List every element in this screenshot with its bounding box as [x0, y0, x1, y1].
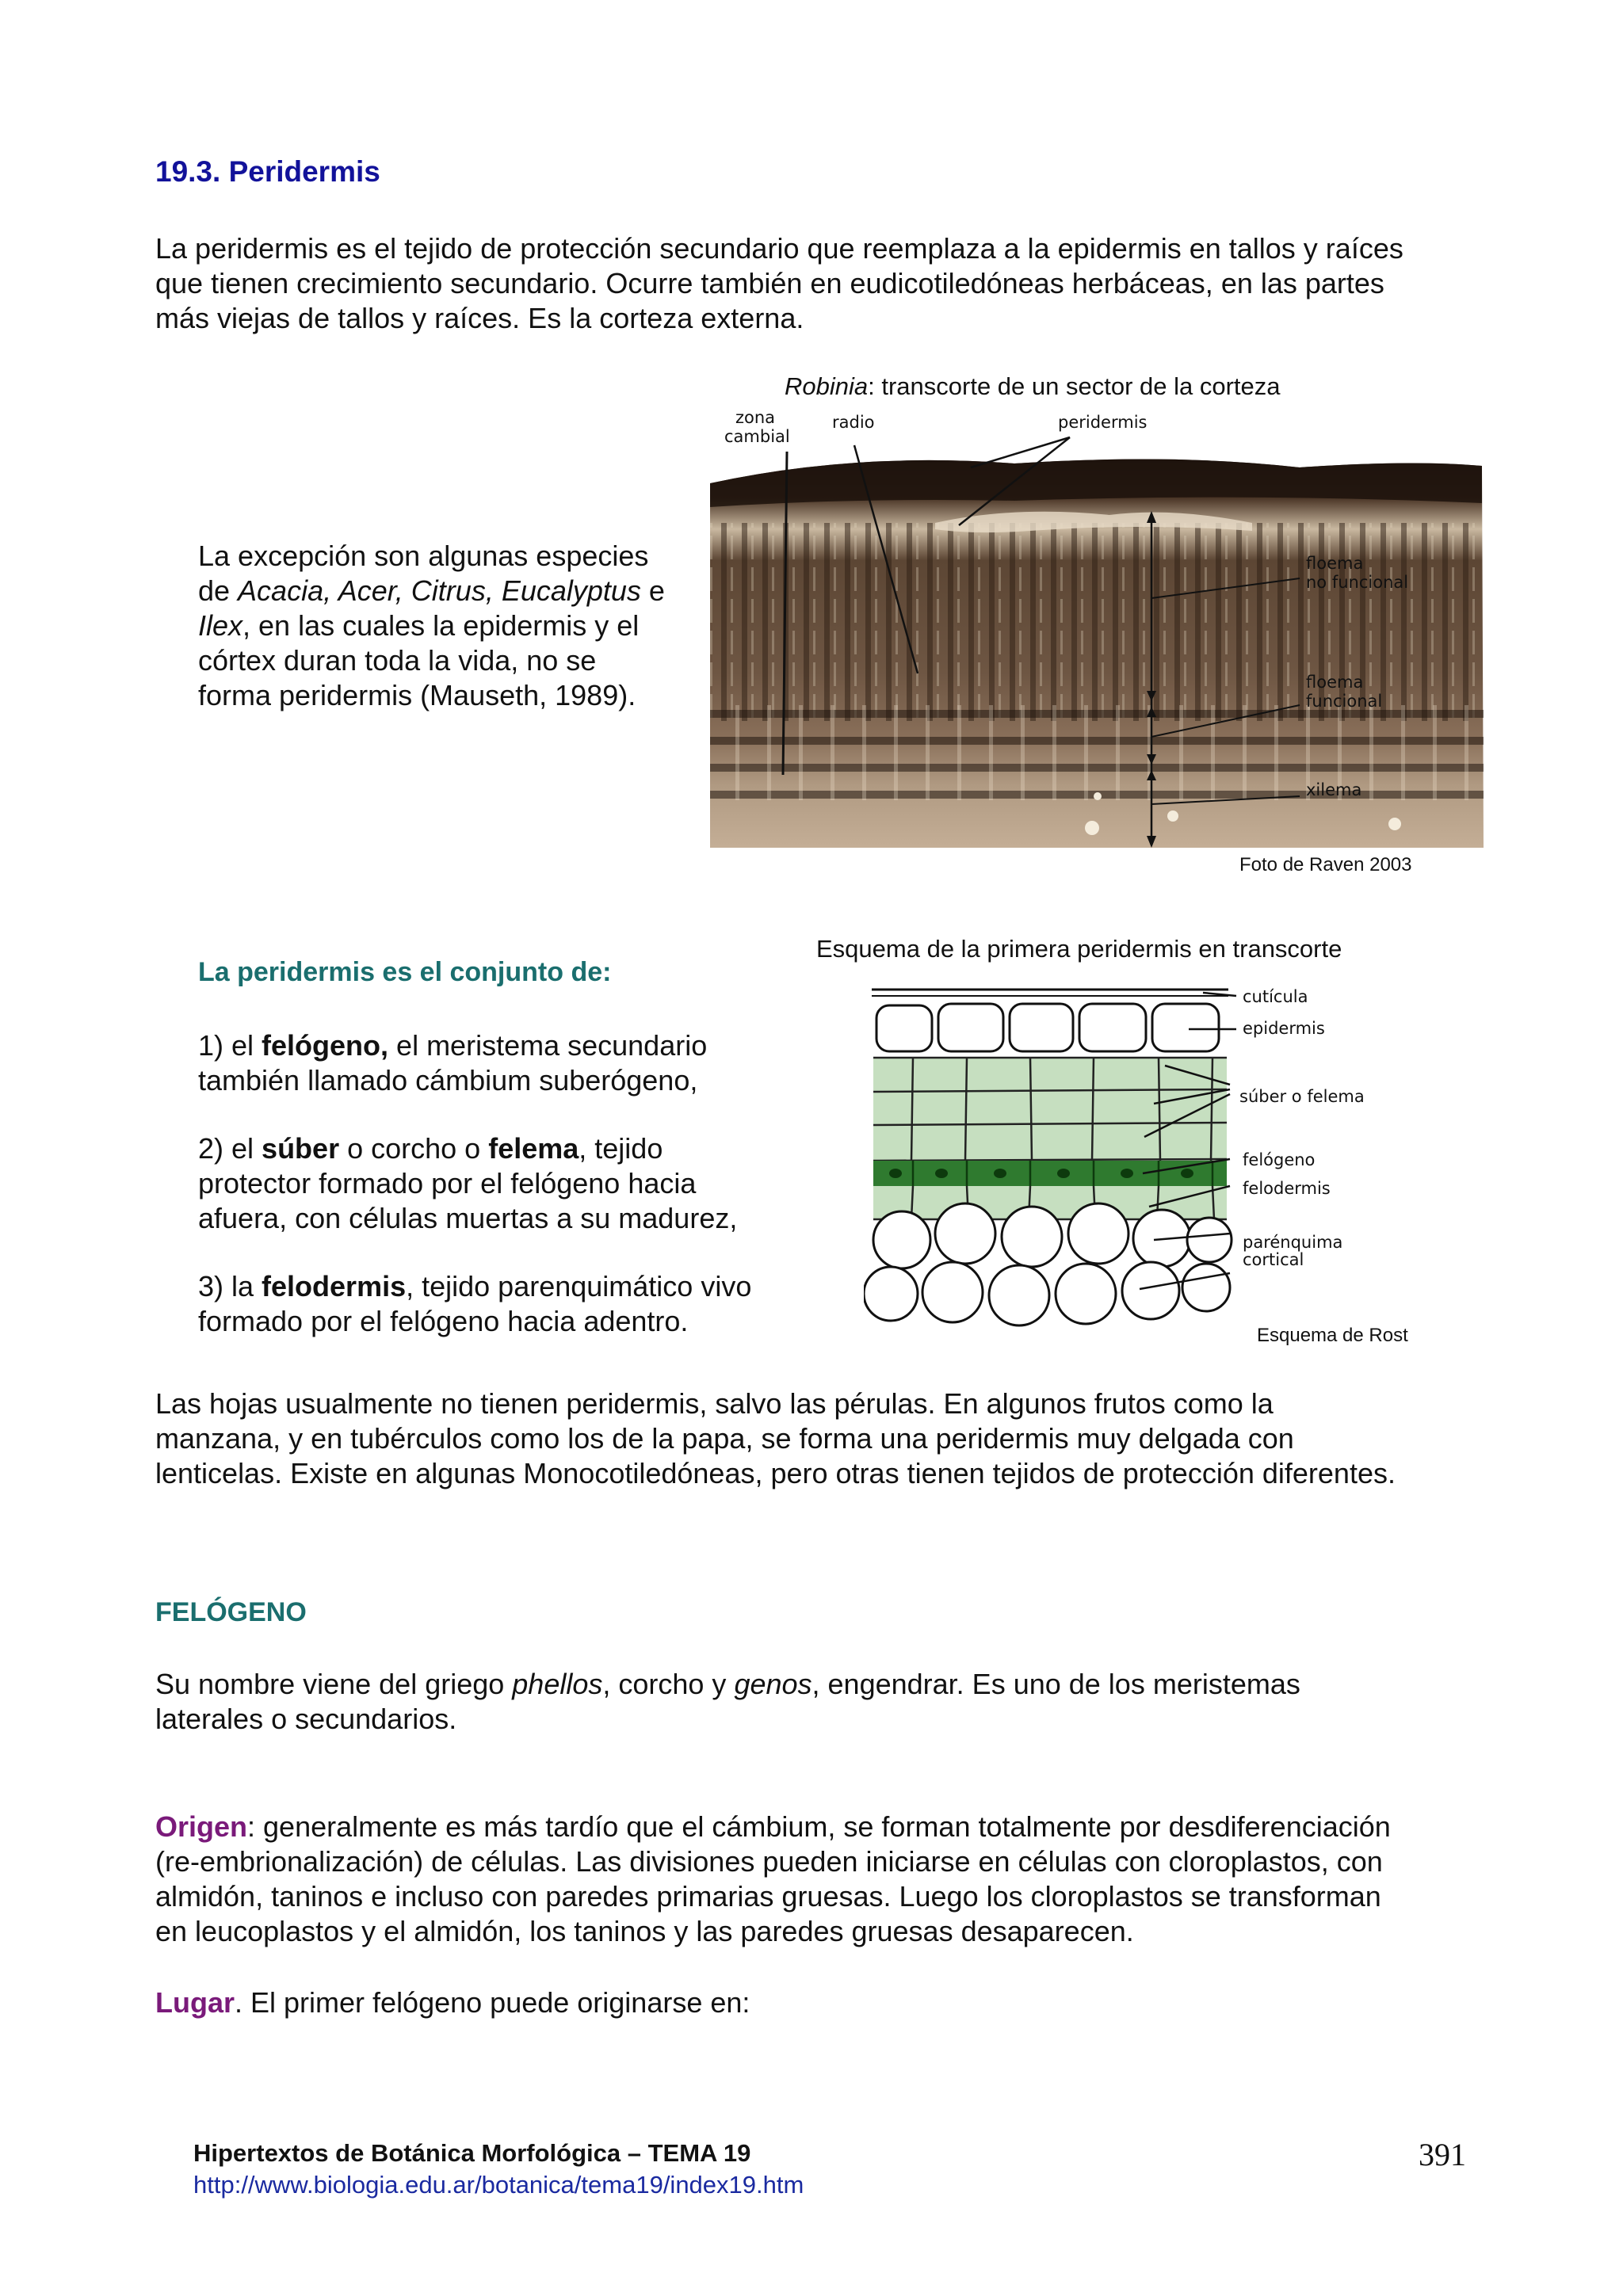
list-item-felodermis [198, 1269, 751, 1339]
origen-text: almidón, taninos e incluso con paredes primarias gruesas. Luego los cloroplastos se transforman [155, 1880, 1381, 1913]
conjunto-heading: La peridermis es el conjunto de: [198, 957, 612, 987]
list-term: felodermis [262, 1270, 407, 1302]
hojas-paragraph [155, 1386, 1396, 1491]
lugar-label: Lugar [155, 1986, 235, 2019]
felogeno-text: Su nombre viene del griego [155, 1668, 513, 1700]
list-term: súber [262, 1132, 340, 1165]
label-cuticula: cutícula [1243, 987, 1308, 1006]
exception-line: forma peridermis (Mauseth, 1989). [198, 679, 636, 711]
exception-genera: Acacia, Acer, Citrus, Eucalyptus [238, 574, 641, 607]
label-peridermis: peridermis [1058, 413, 1148, 432]
list-text: , tejido parenquimático vivo [406, 1270, 752, 1302]
list-text: protector formado por el felógeno hacia [198, 1167, 697, 1199]
figure1-caption [785, 372, 1281, 401]
list-text: 1) el [198, 1029, 262, 1062]
list-text: afuera, con células muertas a su madurez, [198, 1202, 738, 1234]
figure2-credit: Esquema de Rost [1257, 1325, 1408, 1346]
label-floema-nf-1: floema [1306, 554, 1364, 573]
exception-line: La excepción son algunas especies [198, 540, 649, 572]
intro-line: La peridermis es el tejido de protección secundario que reemplaza a la epidermis en tallos y raíces [155, 232, 1403, 265]
hojas-line: Las hojas usualmente no tienen peridermis, salvo las pérulas. En algunos frutos como la [155, 1387, 1274, 1420]
label-suber: súber o felema [1239, 1087, 1365, 1106]
origen-label: Origen [155, 1810, 248, 1843]
felogeno-paragraph [155, 1667, 1300, 1737]
periderm-schematic [864, 978, 1434, 1327]
footer-url-link[interactable]: http://www.biologia.edu.ar/botanica/tema19/index19.htm [193, 2171, 804, 2199]
label-zona: zona [735, 408, 776, 427]
label-xilema: xilema [1306, 780, 1362, 799]
exception-text: e [640, 574, 665, 607]
exception-paragraph [198, 539, 665, 713]
felogeno-heading: FELÓGENO [155, 1597, 307, 1627]
exception-line: córtex duran toda la vida, no se [198, 644, 597, 677]
intro-paragraph [155, 231, 1403, 336]
figure1-credit: Foto de Raven 2003 [1239, 854, 1412, 875]
list-item-felogeno [198, 1028, 707, 1098]
figure2-caption: Esquema de la primera peridermis en transcorte [816, 935, 1342, 963]
label-epidermis: epidermis [1243, 1019, 1325, 1038]
felogeno-term: phellos [512, 1668, 603, 1700]
list-term: felema [488, 1132, 579, 1165]
list-text: o corcho o [339, 1132, 489, 1165]
list-text: también llamado cámbium suberógeno, [198, 1064, 698, 1097]
label-cortical: cortical [1243, 1250, 1304, 1269]
list-text: 2) el [198, 1132, 262, 1165]
origen-text: en leucoplastos y el almidón, los taninos y las paredes gruesas desaparecen. [155, 1915, 1134, 1947]
felogeno-text: , corcho y [602, 1668, 735, 1700]
exception-line [198, 574, 665, 608]
origen-paragraph [155, 1810, 1391, 1949]
label-felogeno: felógeno [1243, 1150, 1316, 1169]
exception-text: de [198, 574, 239, 607]
felogeno-text: laterales o secundarios. [155, 1703, 457, 1735]
origen-text: : generalmente es más tardío que el cámbium, se forman totalmente por desdiferenciación [247, 1810, 1391, 1843]
label-felodermis: felodermis [1243, 1179, 1331, 1198]
list-text: el meristema secundario [388, 1029, 708, 1062]
intro-line: que tienen crecimiento secundario. Ocurre también en eudicotiledóneas herbáceas, en las partes [155, 267, 1384, 299]
origen-text: (re-embrionalización) de células. Las divisiones pueden iniciarse en células con cloroplastos, con [155, 1845, 1383, 1878]
list-text: , tejido [579, 1132, 663, 1165]
label-floema-f-1: floema [1306, 673, 1364, 692]
list-term: felógeno, [262, 1029, 389, 1062]
robinia-bark-photo [697, 404, 1490, 856]
label-cambial: cambial [724, 427, 790, 446]
lugar-text: . El primer felógeno puede originarse en: [235, 1986, 750, 2019]
intro-line: más viejas de tallos y raíces. Es la corteza externa. [155, 302, 804, 334]
felogeno-text: , engendrar. Es uno de los meristemas [812, 1668, 1300, 1700]
exception-genus-ilex: Ilex [198, 609, 243, 642]
list-text: 3) la [198, 1270, 262, 1302]
felogeno-term: genos [734, 1668, 812, 1700]
hojas-line: manzana, y en tubérculos como los de la papa, se forma una peridermis muy delgada con [155, 1422, 1294, 1455]
list-text: formado por el felógeno hacia adentro. [198, 1305, 689, 1337]
label-radio: radio [832, 413, 875, 432]
label-floema-nf-2: no funcional [1306, 573, 1409, 592]
label-floema-f-2: funcional [1306, 692, 1383, 711]
label-parenquima: parénquima [1243, 1233, 1343, 1252]
figure1-caption-genus: Robinia [785, 372, 869, 400]
exception-text: , en las cuales la epidermis y el [242, 609, 640, 642]
page-number: 391 [1419, 2137, 1466, 2172]
lugar-paragraph [155, 1985, 750, 2020]
hojas-line: lenticelas. Existe en algunas Monocotiledóneas, pero otras tienen tejidos de protección diferentes. [155, 1457, 1396, 1489]
exception-line [198, 608, 665, 643]
footer-title: Hipertextos de Botánica Morfológica – TEMA 19 [193, 2139, 751, 2167]
section-title: 19.3. Peridermis [155, 155, 380, 188]
list-item-suber [198, 1131, 737, 1236]
figure1-caption-text: : transcorte de un sector de la corteza [868, 372, 1281, 400]
